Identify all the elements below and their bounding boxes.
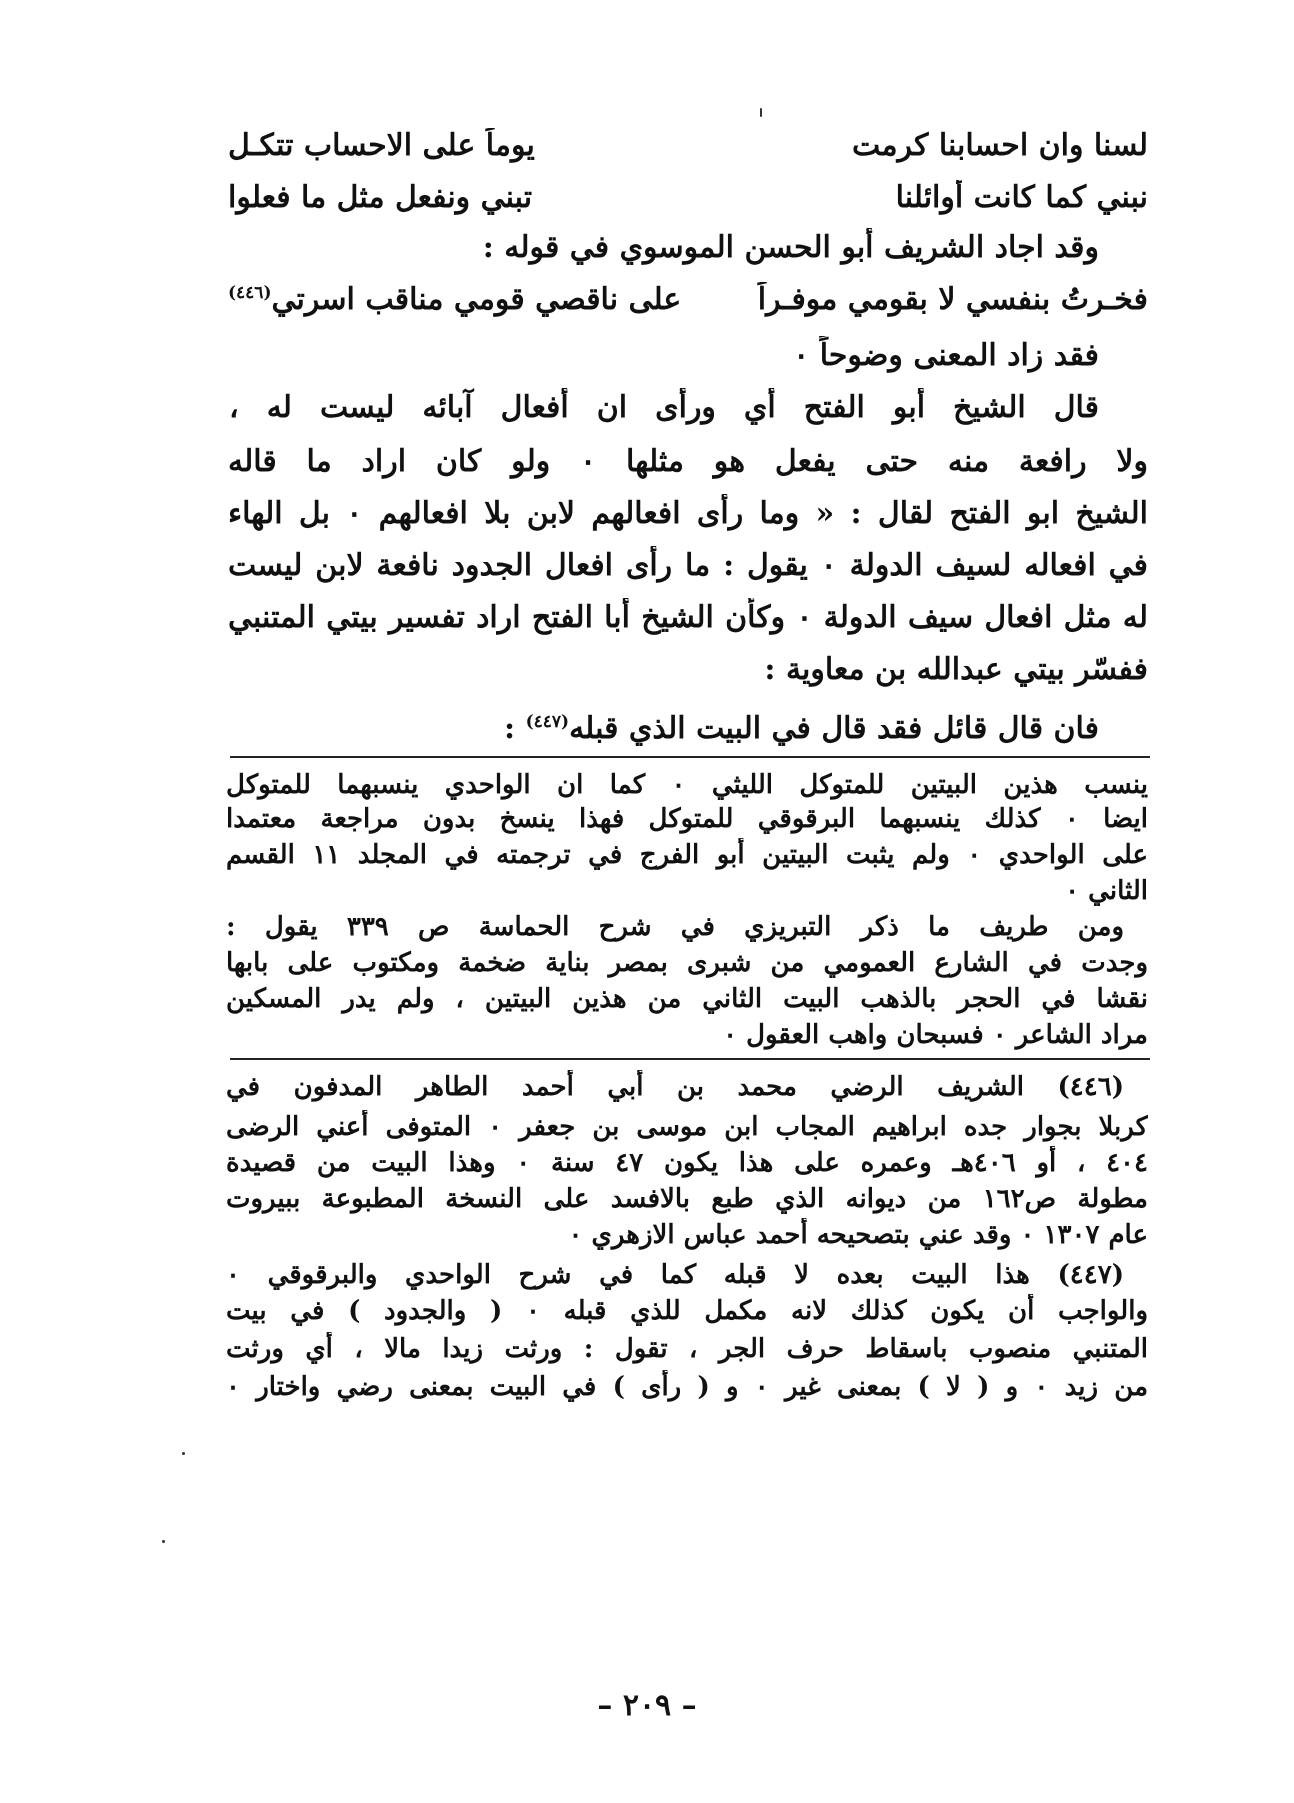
intro-line: وقد اجاد الشريف أبو الحسن الموسوي في قوله : (482, 230, 1099, 265)
footnote-ref: (٤٤٧) (525, 712, 570, 732)
verse-hemistich-second: يوماً على الاحساب تتكـل (228, 128, 535, 163)
footnote-line: الثاني ٠ (1065, 876, 1148, 906)
body-line: الشيخ ابو الفتح لقال : « وما رأى افعالهم لابن بلا افعالهم ٠ بل الهاء (228, 496, 1148, 531)
verse-hemistich-first: نبني كما كانت أوائلنا (895, 180, 1148, 215)
verse-hemistich-second (228, 282, 681, 317)
body-line: في افعاله لسيف الدولة ٠ يقول : ما رأى افعال الجدود نافعة لابن ليست (228, 548, 1148, 583)
body-text-tail: : (504, 711, 526, 746)
footnote-line: مطولة ص١٦٢ من ديوانه الذي طبع بالافسد على النسخة المطبوعة ببيروت (226, 1184, 1148, 1214)
footnote-line: على الواحدي ٠ ولم يثبت البيتين أبو الفرج في ترجمته في المجلد ١١ القسم (226, 840, 1148, 870)
footnote-line: والواجب أن يكون كذلك لانه مكمل للذي قبله ٠ ( والجدود ) في بيت (226, 1296, 1148, 1326)
verse-line (228, 128, 1148, 168)
page-number: – ٢٠٩ – (597, 1688, 697, 1723)
body-line: فقد زاد المعنى وضوحاً ٠ (793, 338, 1099, 373)
footnote-line: (٤٤٧) هذا البيت بعده لا قبله كما في شرح الواحدي والبرقوقي ٠ (226, 1260, 1124, 1290)
body-line: ففسّر بيتي عبدالله بن معاوية : (764, 652, 1148, 687)
body-line: قال الشيخ أبو الفتح أي ورأى ان أفعال آبائه ليست له ، (229, 390, 1099, 425)
scan-speck (182, 1452, 185, 1455)
scan-speck (162, 1540, 165, 1543)
footnote-line: (٤٤٦) الشريف الرضي محمد بن أبي أحمد الطاهر المدفون في (226, 1072, 1124, 1102)
footnote-line: ٤٠٤ ، أو ٤٠٦هـ وعمره على هذا يكون ٤٧ سنة ٠ وهذا البيت من قصيدة (226, 1148, 1148, 1178)
body-line: له مثل افعال سيف الدولة ٠ وكأن الشيخ أبا الفتح اراد تفسير بيتي المتنبي (228, 600, 1148, 635)
scan-speck (760, 108, 762, 117)
verse-hemistich-second: تبني ونفعل مثل ما فعلوا (228, 180, 533, 215)
body-text: فان قال قائل فقد قال في البيت الذي قبله (569, 711, 1099, 746)
verse-hemistich-first: فخـرتُ بنفسي لا بقومي موفـراً (757, 282, 1148, 317)
verse-line (228, 282, 1148, 322)
footnote-line: عام ١٣٠٧ ٠ وقد عني بتصحيحه أحمد عباس الازهري ٠ (568, 1220, 1148, 1250)
footnote-line: المتنبي منصوب باسقاط حرف الجر ، تقول : ورثت زيدا مالا ، أي ورثت (226, 1334, 1148, 1364)
footnote-line: وجدت في الشارع العمومي من شبرى بمصر بناية ضخمة ومكتوب على بابها (226, 948, 1148, 978)
body-line (229, 702, 1099, 749)
footnote-divider (230, 1058, 1150, 1060)
footnote-divider (230, 756, 1150, 758)
verse-hemistich-first: لسنا وان احسابنا كرمت (852, 128, 1148, 163)
footnote-line: ايضا ٠ كذلك ينسبهما البرقوقي للمتوكل فهذا ينسخ بدون مراجعة معتمدا (226, 804, 1148, 834)
footnote-ref: (٤٤٦) (228, 283, 272, 303)
verse-line (228, 180, 1148, 220)
footnote-line: ينسب هذين البيتين للمتوكل الليثي ٠ كما ان الواحدي ينسبهما للمتوكل (226, 770, 1148, 800)
footnote-line: ومن طريف ما ذكر التبريزي في شرح الحماسة ص ٣٣٩ يقول : (226, 912, 1124, 942)
footnote-line: نقشا في الحجر بالذهب البيت الثاني من هذين البيتين ، ولم يدر المسكين (226, 984, 1148, 1014)
verse-text: على ناقصي قومي مناقب اسرتي (271, 282, 682, 317)
footnote-line: من زيد ٠ و ( لا ) بمعنى غير ٠ و ( رأى ) في البيت بمعنى رضي واختار ٠ (226, 1372, 1148, 1402)
body-line: ولا رافعة منه حتى يفعل هو مثلها ٠ ولو كان اراد ما قاله (228, 444, 1148, 479)
footnote-line: مراد الشاعر ٠ فسبحان واهب العقول ٠ (723, 1020, 1148, 1050)
footnote-line: كربلا بجوار جده ابراهيم المجاب ابن موسى بن جعفر ٠ المتوفى أعني الرضى (226, 1112, 1148, 1142)
